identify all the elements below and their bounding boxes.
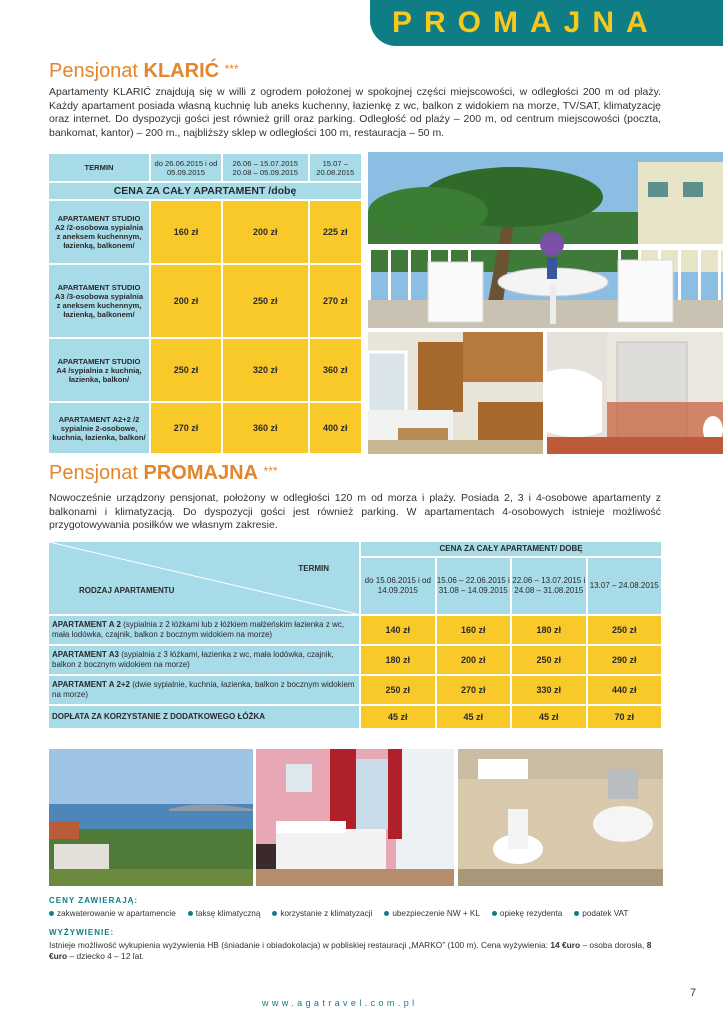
wyz-text-c: – dziecko 4 – 12 lat. xyxy=(67,951,144,961)
ceny-item-text: zakwaterowanie w apartamencie xyxy=(57,909,176,918)
apartment-label: APARTAMENT STUDIO A4 /sypialnia z kuchnią, łazienka, balkon/ xyxy=(49,339,149,401)
period-2: 26.06 – 15.07.2015 20.08 – 05.09.2015 xyxy=(223,154,308,181)
ceny-item-text: ubezpieczenie NW + KL xyxy=(392,909,480,918)
ceny-item-text: korzystanie z klimatyzacji xyxy=(280,909,373,918)
termin-header: TERMIN xyxy=(49,154,149,181)
bullet-icon xyxy=(188,911,193,916)
ceny-item xyxy=(384,909,480,918)
period-3: 22.06 – 13.07.2015 i 24.08 – 31.08.2015 xyxy=(512,558,585,614)
period-2: 15.06 – 22.06.2015 i 31.08 – 14.09.2015 xyxy=(437,558,510,614)
heading-name: KLARIĆ xyxy=(143,60,220,82)
price-cell: 320 zł xyxy=(223,339,308,401)
header-banner xyxy=(370,0,723,46)
price-cell: 290 zł xyxy=(588,646,662,674)
ceny-item-text: opiekę rezydenta xyxy=(499,909,563,918)
apartment-name: DOPŁATA ZA KORZYSTANIE Z DODATKOWEGO ŁÓŻKA xyxy=(52,712,266,721)
promajna-price-table xyxy=(47,540,663,730)
price-cell: 160 zł xyxy=(151,201,221,263)
ceny-item xyxy=(49,909,176,918)
apartment-label: APARTAMENT A2+2 /2 sypialnie 2-osobowe, kuchnia, łazienka, balkon/ xyxy=(49,403,149,453)
price-cell: 250 zł xyxy=(223,265,308,337)
apartment-name: APARTAMENT A 2+2 xyxy=(52,680,131,689)
wyzywienie-text xyxy=(49,940,663,962)
extra-bed-label xyxy=(49,706,359,728)
ceny-title: CENY ZAWIERAJĄ: xyxy=(49,896,139,905)
page-number: 7 xyxy=(690,987,697,999)
price-cell: 70 zł xyxy=(588,706,662,728)
termin-label: TERMIN xyxy=(298,564,330,573)
stars: *** xyxy=(224,62,239,76)
price-cell: 360 zł xyxy=(310,339,361,401)
photo-bathroom xyxy=(547,332,723,454)
heading-prefix: Pensjonat xyxy=(49,462,144,484)
klaric-heading xyxy=(49,60,239,83)
diagonal-line xyxy=(49,542,357,614)
ceny-item xyxy=(188,909,261,918)
price-cell: 250 zł xyxy=(512,646,585,674)
heading-name: PROMAJNA xyxy=(143,462,258,484)
apartment-name: APARTAMENT A3 xyxy=(52,650,119,659)
apartment-row-label xyxy=(49,616,359,644)
price-cell: 250 zł xyxy=(151,339,221,401)
ceny-item-text: taksę klimatyczną xyxy=(195,909,261,918)
bullet-icon xyxy=(574,911,579,916)
period-4: 13.07 – 24.08.2015 xyxy=(588,558,662,614)
promajna-description: Nowocześnie urządzony pensjonat, położony w odległości 120 m od morza i plaży. Posiada 2, 3 i 4-osobowe apartamenty z balkonami i klimatyzacją. Do dyspozycji gości jest również parking. W apartamentach 4-osobowych istnieje możliwość przygotowywania posiłków we własnym zakresie. xyxy=(49,492,661,531)
banner-title: PROMAJNA xyxy=(392,6,660,39)
ceny-item xyxy=(492,909,562,918)
price-cell: 270 zł xyxy=(310,265,361,337)
price-cell: 200 zł xyxy=(151,265,221,337)
price-cell: 250 zł xyxy=(588,616,662,644)
price-cell: 360 zł xyxy=(223,403,308,453)
apartment-label: APARTAMENT STUDIO A3 /3-osobowa sypialnia z aneksem kuchennym, łazienką, balkonem/ xyxy=(49,265,149,337)
price-cell: 440 zł xyxy=(588,676,662,704)
price-cell: 200 zł xyxy=(437,646,510,674)
photo-sea-view xyxy=(49,749,253,886)
price-cell: 200 zł xyxy=(223,201,308,263)
price-cell: 180 zł xyxy=(512,616,585,644)
price-cell: 330 zł xyxy=(512,676,585,704)
price-cell: 180 zł xyxy=(361,646,434,674)
price-cell: 140 zł xyxy=(361,616,434,644)
photo-bathroom-2 xyxy=(458,749,663,886)
photo-bedroom xyxy=(256,749,454,886)
klaric-description: Apartamenty KLARIĆ znajdują się w willi z ogrodem położonej w spokojnej części miejscowości, w odległości 200 m od plaży. Każdy apartament posiada własną kuchnię lub aneks kuchenny, łazienkę z wc, balkon z widokiem na morze, TV/SAT, klimatyzację oraz internet. Do dyspozycji gości jest również grill oraz parking. Odległość od plaży – 200 m, od centrum miejscowości (poczta, bankomat, kantor) – 200 m., najbliższy sklep w odległości 100 m, restauracja – 50 m. xyxy=(49,86,661,139)
rodzaj-termin-header xyxy=(49,542,359,614)
ceny-item xyxy=(574,909,628,918)
cena-header: CENA ZA CAŁY APARTAMENT/ DOBĘ xyxy=(361,542,661,556)
price-cell: 225 zł xyxy=(310,201,361,263)
price-cell: 45 zł xyxy=(361,706,434,728)
stars: *** xyxy=(263,464,278,478)
price-cell: 45 zł xyxy=(512,706,585,728)
apartment-desc: (sypialnia z 2 łóżkami lub z łóżkiem małżeńskim łazienka z wc, mała lodówka, czajnik, balkon z bocznym widokiem na morze) xyxy=(52,620,345,639)
price-cell: 45 zł xyxy=(437,706,510,728)
rodzaj-label: RODZAJ APARTAMENTU xyxy=(79,586,175,595)
period-3: 15.07 – 20.08.2015 xyxy=(310,154,361,181)
price-cell: 400 zł xyxy=(310,403,361,453)
price-cell: 270 zł xyxy=(151,403,221,453)
ceny-item-text: podatek VAT xyxy=(582,909,629,918)
apartment-desc: (dwie sypialnie, kuchnia, łazienka, balkon z bocznym widokiem na morze) xyxy=(52,680,355,699)
photo-balcony xyxy=(368,152,723,328)
price-cell: 250 zł xyxy=(361,676,434,704)
heading-prefix: Pensjonat xyxy=(49,60,144,82)
bullet-icon xyxy=(492,911,497,916)
period-1: do 15.06.2015 i od 14.09.2015 xyxy=(361,558,434,614)
bullet-icon xyxy=(49,911,54,916)
price-adult: 14 €uro xyxy=(550,940,581,950)
apartment-row-label xyxy=(49,676,359,704)
website-link[interactable]: www.agatravel.com.pl xyxy=(262,998,418,1008)
wyzywienie-title: WYŻYWIENIE: xyxy=(49,928,115,937)
ceny-list xyxy=(49,909,628,918)
wyz-text-a: Istnieje możliwość wykupienia wyżywienia HB (śniadanie i obiadokolacja) w pobliskiej restauracji „MARKO” (100 m). Cena wyżywienia: xyxy=(49,940,551,950)
apartment-label: APARTAMENT STUDIO A2 /2-osobowa sypialnia z aneksem kuchennym, łazienką, balkonem/ xyxy=(49,201,149,263)
bullet-icon xyxy=(272,911,277,916)
wyz-text-b: – osoba dorosła, xyxy=(580,940,647,950)
cena-header: CENA ZA CAŁY APARTAMENT /dobę xyxy=(49,183,361,199)
bullet-icon xyxy=(384,911,389,916)
price-child: 8 €uro xyxy=(49,940,652,961)
price-cell: 270 zł xyxy=(437,676,510,704)
apartment-name: APARTAMENT A 2 xyxy=(52,620,121,629)
ceny-item xyxy=(272,909,372,918)
klaric-price-table xyxy=(47,152,363,455)
price-cell: 160 zł xyxy=(437,616,510,644)
period-1: do 26.06.2015 i od 05.09.2015 xyxy=(151,154,221,181)
photo-room xyxy=(368,332,543,454)
promajna-heading xyxy=(49,462,278,485)
apartment-row-label xyxy=(49,646,359,674)
apartment-desc: (sypialnia z 3 łóżkami, łazienka z wc, mała lodówka, czajnik, balkon z bocznym widokiem na morze) xyxy=(52,650,334,669)
